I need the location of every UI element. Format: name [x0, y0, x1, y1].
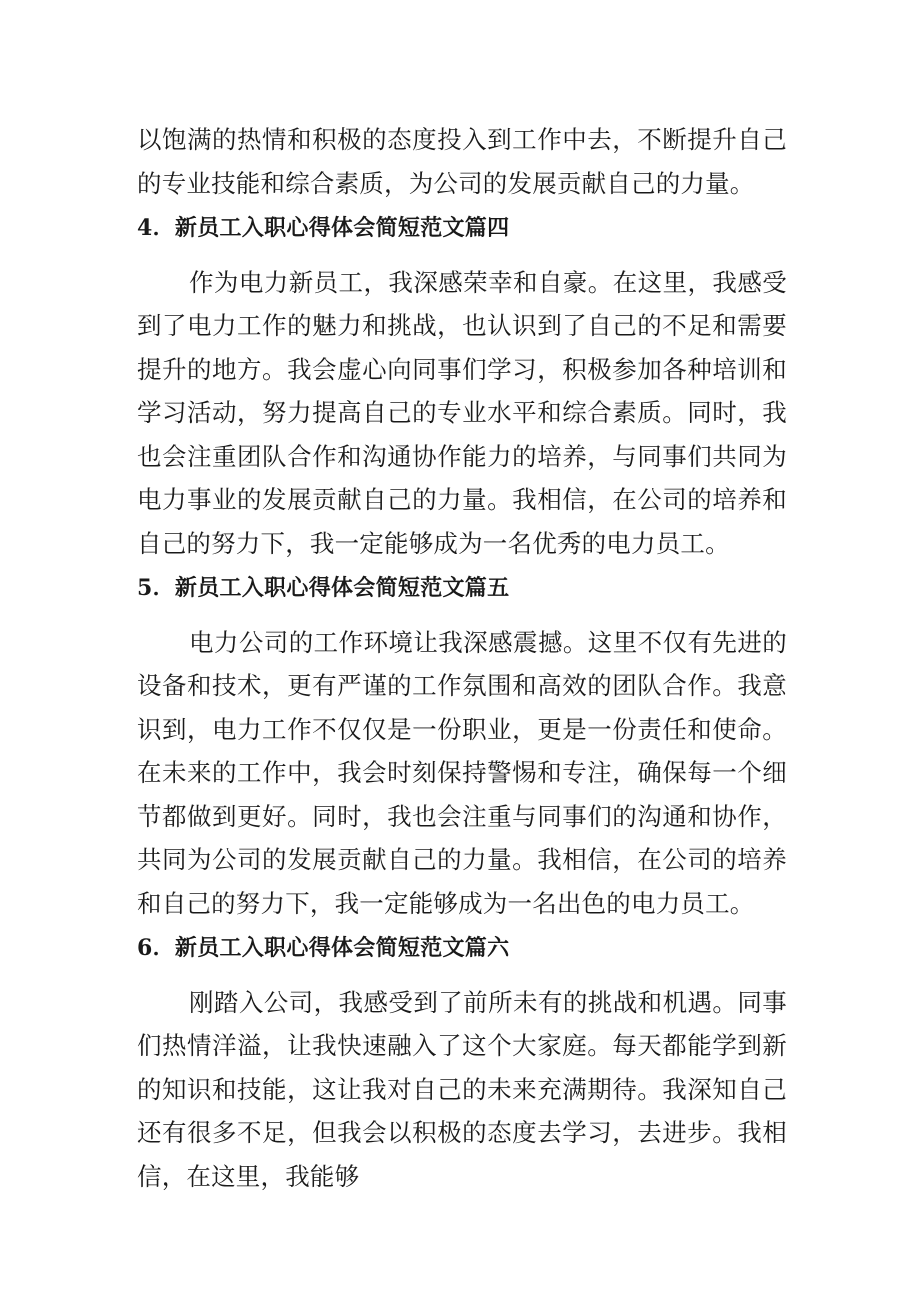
section-body-6: 刚踏入公司，我感受到了前所未有的挑战和机遇。同事们热情洋溢，让我快速融入了这个大家庭。每天都能学到新的知识和技能，这让我对自己的未来充满期待。我深知自己还有很多不足，但我会以积极的态度去学习，去进步。我相信，在这里，我能够 [137, 987, 787, 1191]
section-heading-5: 5．新员工入职心得体会简短范文篇五 [137, 575, 510, 601]
intro-paragraph: 以饱满的热情和积极的态度投入到工作中去，不断提升自己的专业技能和综合素质，为公司的发展贡献自己的力量。 [137, 125, 787, 198]
section-heading-4: 4．新员工入职心得体会简短范文篇四 [137, 215, 510, 241]
document-body [137, 118, 787, 1198]
section-heading-6: 6．新员工入职心得体会简短范文篇六 [137, 935, 510, 961]
section-body-5: 电力公司的工作环境让我深感震撼。这里不仅有先进的设备和技术，更有严谨的工作氛围和高效的团队合作。我意识到，电力工作不仅仅是一份职业，更是一份责任和使命。在未来的工作中，我会时刻保持警惕和专注，确保每一个细节都做到更好。同时，我也会注重与同事们的沟通和协作，共同为公司的发展贡献自己的力量。我相信，在公司的培养和自己的努力下，我一定能够成为一名出色的电力员工。 [137, 627, 787, 918]
section-body-4: 作为电力新员工，我深感荣幸和自豪。在这里，我感受到了电力工作的魅力和挑战，也认识到了自己的不足和需要提升的地方。我会虚心向同事们学习，积极参加各种培训和学习活动，努力提高自己的专业水平和综合素质。同时，我也会注重团队合作和沟通协作能力的培养，与同事们共同为电力事业的发展贡献自己的力量。我相信，在公司的培养和自己的努力下，我一定能够成为一名优秀的电力员工。 [137, 267, 787, 558]
